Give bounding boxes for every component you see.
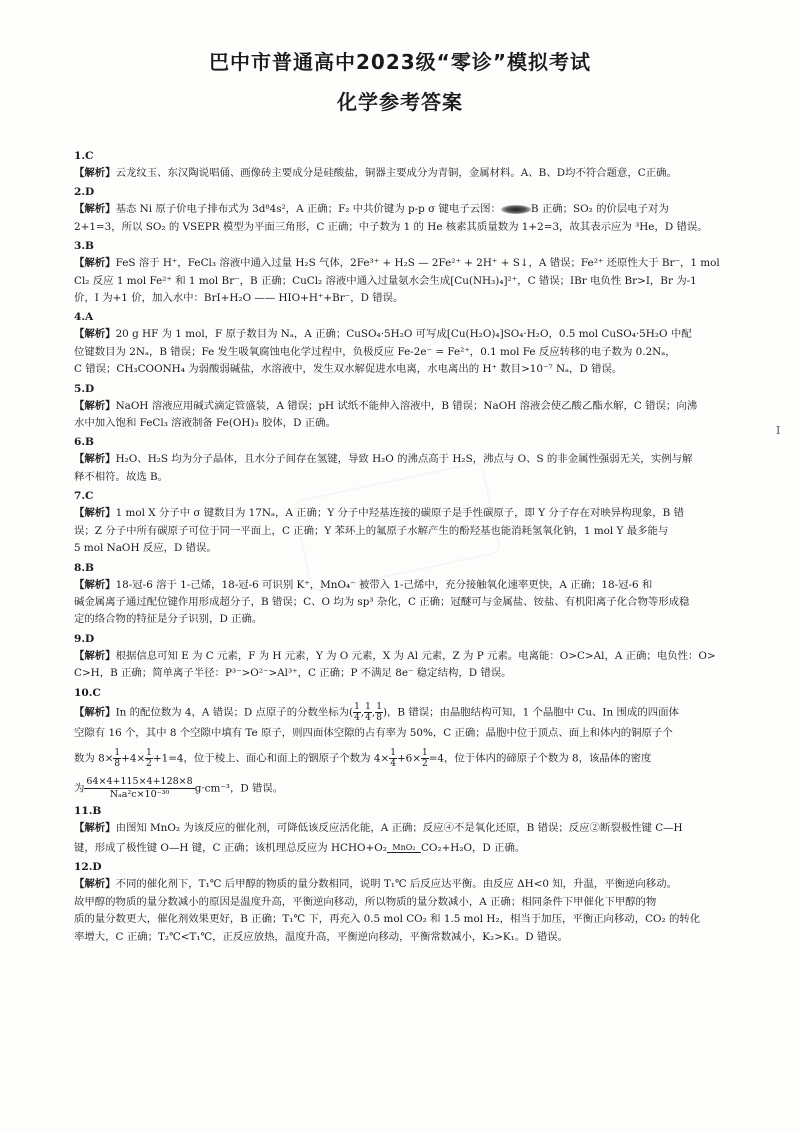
explanation: [74, 165, 710, 182]
explanation-text: 由图知 MnO₂ 为该反应的催化剂，可降低该反应活化能，A 正确；反应④不是氧化还原，B 错误；反应②断裂极性键 C—H: [115, 821, 683, 834]
explanation-tag: 【解析】: [74, 821, 116, 834]
explanation-text: NaOH 溶液应用碱式滴定管盛装，A 错误；pH 试纸不能伸入溶液中，B 错误；NaOH 溶液会使乙酸乙酯水解，C 错误；向沸: [115, 399, 698, 412]
fraction-eighth: $\frac{1}{8}$: [376, 701, 382, 723]
explanation-text: 不同的催化剂下，T₁℃ 后甲醇的物质的量分数相同，说明 T₁℃ 后反应达平衡。由反应 ΔH<0 知，升温，平衡逆向移动。: [115, 878, 677, 891]
coordinate-open: (: [349, 706, 354, 719]
explanation-text: 释不相符。故选 B。: [74, 470, 169, 483]
explanation-tag: 【解析】: [74, 167, 116, 179]
explanation-text: FeS 溶于 H⁺，FeCl₃ 溶液中通入过量 H₂S 气体，2Fe³⁺ + H₂S — 2Fe²⁺ + 2H⁺ + S↓，A 错误；Fe²⁺ 还原性大于 Br⁻，1 mol: [115, 257, 720, 270]
explanation-text: 碱金属离子通过配位键作用形成超分子，B 错误；C、O 均为 sp³ 杂化，C 正确；冠醚可与金属盐、铵盐、有机阳离子化合物等形成稳: [74, 595, 690, 608]
explanation-text: 误；Z 分子中所有碳原子可位于同一平面上，C 正确；Y 苯环上的氟原子水解产生的酚羟基也能消耗氢氧化钠，1 mol Y 最多能与: [74, 524, 669, 537]
explanation-text: +1=4，位于棱上、面心和面上的铟原子个数为 4×: [152, 752, 390, 765]
answer-number: 1.C: [74, 150, 94, 162]
explanation: [74, 326, 710, 378]
reaction-arrow: MnO₂: [387, 843, 421, 853]
fraction-quarter: $\frac{1}{4}$: [365, 701, 371, 723]
explanation-text: g·cm⁻³，D 错误。: [194, 782, 284, 795]
page-subtitle: 化学参考答案: [337, 90, 463, 114]
explanation: [74, 398, 710, 433]
explanation-text: +6×: [396, 752, 421, 765]
explanation-text: 2+1=3，所以 SO₂ 的 VSEPR 模型为平面三角形，C 正确；中子数为 1 的 He 核素其质量数为 1+2=3，故其表示应为 ³He，D 错误。: [74, 220, 708, 233]
explanation-text: 基态 Ni 原子价电子排布式为 3d⁸4s²，A 正确；F₂ 中共价键为 p-p σ 键电子云图：: [115, 203, 501, 216]
answer-number: 4.A: [74, 311, 94, 324]
explanation-text: 1 mol X 分子中 σ 键数目为 17Nₐ，A 正确；Y 分子中羟基连接的碳原子是手性碳原子，即 Y 分子存在对映异构现象，B 错: [115, 507, 685, 520]
explanation-text: 为: [74, 782, 85, 795]
answer-number: 9.D: [74, 632, 95, 645]
explanation-text: 18-冠-6 溶于 1-己烯，18-冠-6 可识别 K⁺，MnO₄⁻ 被带入 1-己烯中，充分接触氧化速率更快，A 正确；18-冠-6 和: [115, 578, 653, 591]
explanation-text: 质的量分数更大，催化剂效果更好，B 正确；T₁℃ 下，再充入 0.5 mol CO₂ 和 1.5 mol H₂，相当于加压，平衡正向移动，CO₂ 的转化: [74, 913, 701, 926]
answer-number: 3.B: [74, 240, 95, 253]
answer-number: 8.B: [74, 561, 95, 574]
coordinate-close: ): [382, 706, 387, 719]
explanation-tag: 【解析】: [74, 399, 116, 412]
answer-list: [74, 148, 720, 948]
fraction-eighth: $\frac{1}{8}$: [114, 748, 121, 770]
answer-number: 11.B: [74, 804, 102, 817]
answer-number: 6.B: [74, 436, 95, 449]
explanation-text: 空隙有 16 个，其中 8 个空隙中填有 Te 原子，则四面体空隙的占有率为 50%，C 正确；晶胞中位于顶点、面上和体内的铜原子个: [74, 727, 673, 740]
explanation-text: B 正确；SO₂ 的价层电子对为: [530, 203, 669, 216]
explanation-text: 定的络合物的特征是分子识别，D 正确。: [74, 613, 263, 626]
explanation: [74, 201, 710, 236]
electron-cloud-icon: [501, 205, 531, 214]
answer-number: 7.C: [74, 490, 94, 503]
explanation: [74, 255, 720, 307]
fraction-quarter: $\frac{1}{4}$: [390, 748, 396, 770]
explanation-tag: 【解析】: [74, 203, 116, 216]
fraction-half: $\frac{1}{2}$: [146, 748, 152, 770]
explanation-text: C 错误；CH₃COONH₄ 为弱酸弱碱盐，水溶液中，发生双水解促进水电离，水电离出的 H⁺ 数目>10⁻⁷ Nₐ，D 错误。: [74, 363, 623, 376]
explanation-text: CO₂+H₂O，D 正确。: [420, 841, 526, 854]
answer-number: 5.D: [74, 382, 95, 395]
answer-number: 10.C: [74, 686, 101, 699]
answer-number: 12.D: [74, 861, 102, 874]
explanation-text: 5 mol NaOH 反应，D 错误。: [74, 542, 217, 555]
explanation-tag: 【解析】: [74, 453, 116, 466]
explanation-tag: 【解析】: [74, 328, 116, 341]
explanation-text: 位键数目为 2Nₐ，B 错误；Fe 发生吸氧腐蚀电化学过程中，负极反应 Fe-2e⁻ = Fe²⁺，0.1 mol Fe 反应转移的电子数为 0.2Nₐ，: [74, 345, 676, 358]
explanation-text: =4，位于体内的碲原子个数为 8，该晶体的密度: [428, 752, 652, 765]
explanation-text: 价，I 为+1 价，加入水中：BrI+H₂O —— HIO+H⁺+Br⁻，D 错误。: [74, 292, 404, 305]
explanation-text: 20 g HF 为 1 mol，F 原子数目为 Nₐ，A 正确；CuSO₄·5H₂O 可写成[Cu(H₂O)₄]SO₄·H₂O，0.5 mol CuSO₄·5H₂O 中配: [115, 328, 692, 341]
margin-mark: I: [776, 424, 781, 437]
explanation-text: 率增大，C 正确；T₂℃<T₁℃，正反应放热，温度升高，平衡逆向移动，平衡常数减小，K₂>K₁。D 错误。: [74, 930, 569, 943]
explanation-tag: 【解析】: [74, 649, 116, 662]
explanation: [74, 876, 710, 946]
explanation-text: +4×: [121, 752, 146, 765]
explanation: [74, 820, 710, 858]
explanation-text: 水中加入饱和 FeCl₃ 溶液制备 Fe(OH)₃ 胶体，D 正确。: [74, 417, 336, 430]
explanation-text: ，B 错误；由晶胞结构可知，1 个晶胞中 Cu、In 围成的四面体: [387, 706, 679, 719]
answer-number: 2.D: [74, 186, 95, 199]
explanation-tag: 【解析】: [74, 507, 116, 520]
explanation: [74, 505, 710, 557]
explanation-text: 故甲醇的物质的量分数减小的原因是温度升高，平衡逆向移动，所以物质的量分数减小，A 正确；相同条件下甲催化下甲醇的物: [74, 895, 657, 908]
explanation-text: Cl₂ 反应 1 mol Fe²⁺ 和 1 mol Br⁻，B 正确；CuCl₂ 溶液中通入过量氨水会生成[Cu(NH₃)₄]²⁺，C 错误；IBr 电负性 Br>I，Br 为-1: [74, 274, 697, 287]
explanation-text: H₂O、H₂S 均为分子晶体，且水分子间存在氢键，导致 H₂O 的沸点高于 H₂S，沸点与 O、S 的非金属性强弱无关，实例与解: [115, 453, 693, 466]
fraction-half: $\frac{1}{2}$: [421, 748, 428, 770]
fraction-quarter: $\frac{1}{4}$: [354, 701, 360, 723]
explanation-tag: 【解析】: [74, 706, 116, 719]
explanation-tag: 【解析】: [74, 878, 116, 891]
explanation-text: C>H，B 正确；简单离子半径：P³⁻>O²⁻>Al³⁺，C 正确；P 不满足 8e⁻ 稳定结构，D 错误。: [74, 667, 512, 680]
explanation-tag: 【解析】: [74, 578, 116, 591]
explanation-text: 数为 8×: [74, 752, 114, 765]
explanation-text: 根据信息可知 E 为 C 元素，F 为 H 元素，Y 为 O 元素，X 为 Al 元素，Z 为 P 元素。电离能：O>C>Al，A 正确；电负性：O>: [115, 649, 716, 662]
explanation: [74, 648, 716, 683]
page-title: 巴中市普通高中2023级“零诊”模拟考试: [209, 50, 591, 74]
explanation-text: In 的配位数为 4，A 错误；D 点原子的分数坐标为: [115, 706, 350, 719]
explanation: [74, 577, 710, 629]
explanation-text: 云龙纹玉、东汉陶说唱俑、画像砖主要成分是硅酸盐，铜器主要成分为青铜，金属材料。A、B、D均不符合题意，C正确。: [115, 167, 677, 179]
density-fraction: $\frac{64\times 4+115\times 4+128\times 8}{\text{Nₐa²c×10⁻³⁰}}$: [86, 775, 193, 800]
explanation: 【解析】In 的配位数为 4，A 错误；D 点原子的分数坐标为( $\frac{1}{4}$ , $\frac{1}{4}$ , $\frac{1}{8}$ )，B 错误；由晶胞结构可知，1 个晶胞中 Cu、In 围成的四面体 空隙有 16 个，其中 8 个空隙中填有 Te 原子，则四面体空隙的占有率为 50%，C 正确；晶胞中位于顶点、面上和体内的铜原子个 数为 8× $\frac{1}{8}$ +4× $\frac{1}{2}$ +1=4，位于棱上、面心和面上的铟原子个数为 4× $\frac{1}{4}$ +6× $\frac{1}{2}$ =4，位于体内的碲原子个数为 8，该晶体的密度 为 $\frac{64\times 4+115\times 4+128\times 8}{\text{Nₐa²c×10⁻³⁰}}$ g·cm⁻³，D 错误。: [74, 702, 710, 801]
explanation: [74, 451, 710, 486]
explanation-tag: 【解析】: [74, 257, 116, 270]
explanation-text: 键，形成了极性键 O—H 键，C 正确；该机理总反应为 HCHO+O₂: [74, 841, 387, 854]
